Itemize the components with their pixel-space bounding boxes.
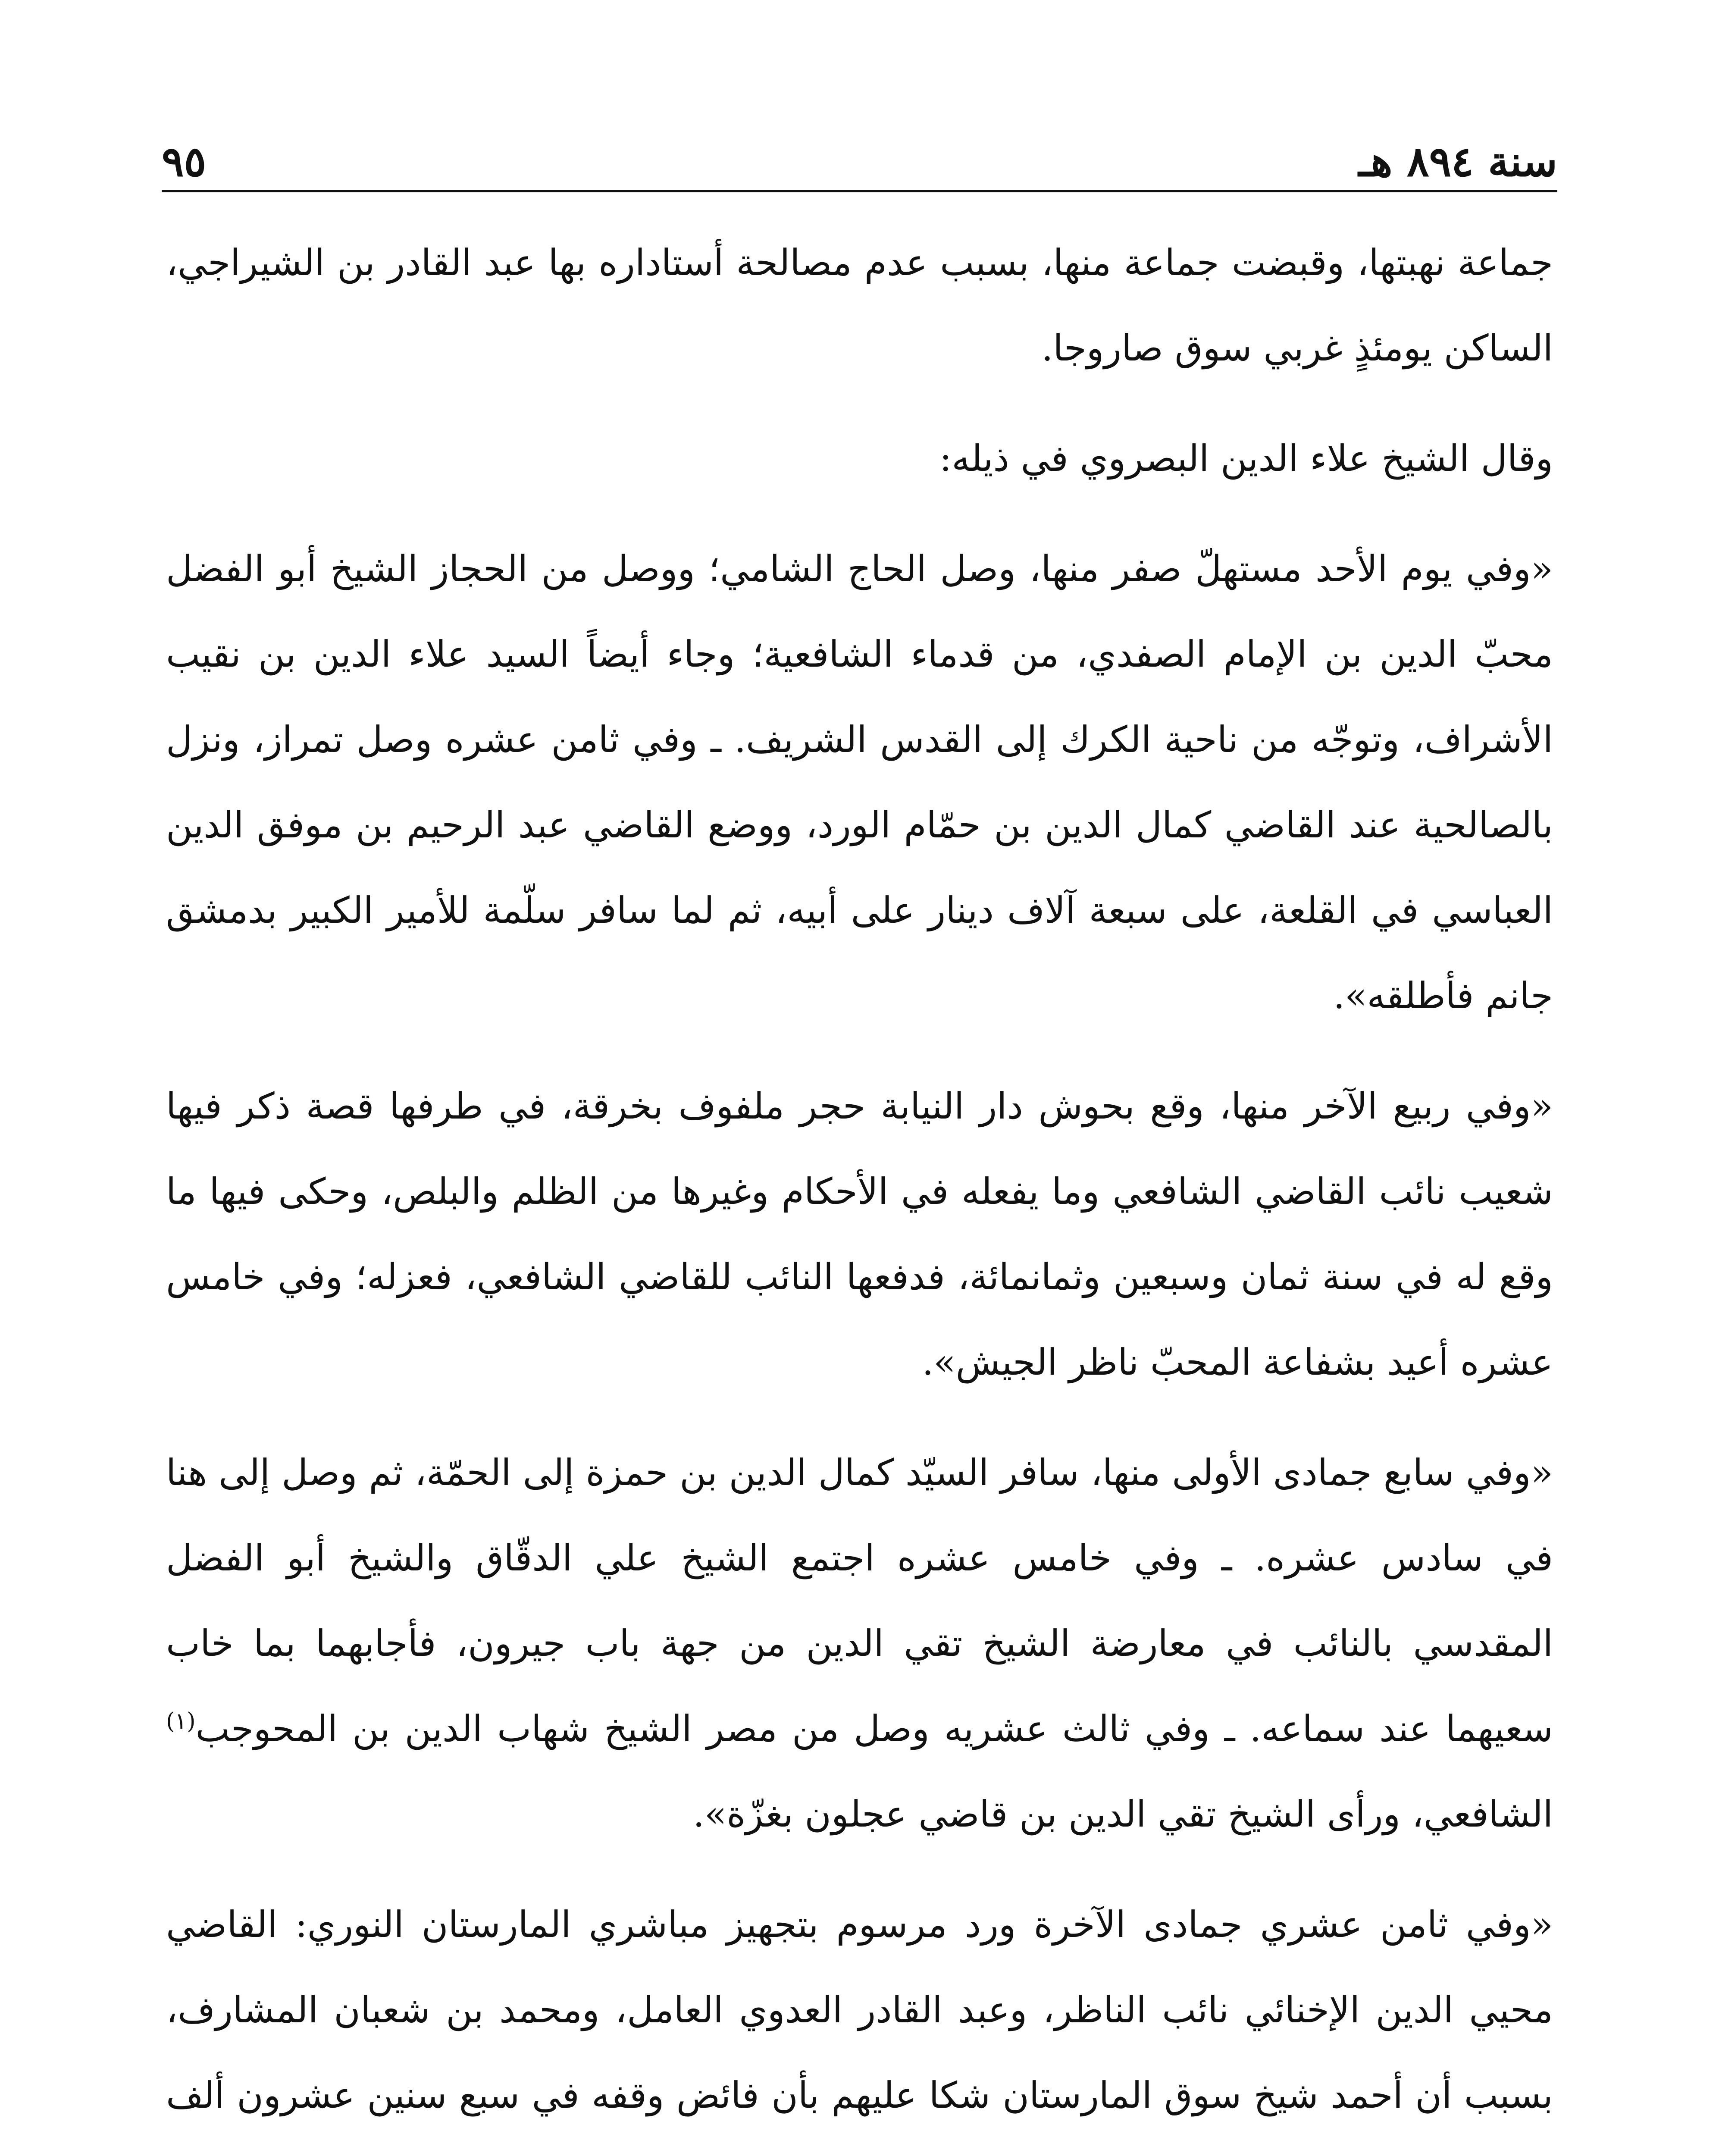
header-year: سنة ٨٩٤ هـ [1358,137,1557,186]
paragraph-6 [166,1882,1553,2156]
paragraph-5-text-a: «وفي سابع جمادى الأولى منها، سافر السيّد كمال الدين بن حمزة إلى الحمّة، ثم وصل إلى هنا في سادس عشره. ـ وفي خامس عشره اجتمع الشيخ علي الدقّاق والشيخ أبو الفضل المقدسي بالنائب في معارضة الشيخ تقي الدين من جهة باب جيرون، فأجابهما بما خاب سعيهما عند سماعه. ـ وفي ثالث عشريه وصل من مصر الشيخ شهاب الدين بن المحوجب [166,1451,1553,1750]
main-text [166,220,1553,2156]
paragraph-1: جماعة نهبتها، وقبضت جماعة منها، بسبب عدم مصالحة أستاداره بها عبد القادر بن الشيراجي، الساكن يومئذٍ غربي سوق صاروجا. [166,241,1553,369]
paragraph-2: وقال الشيخ علاء الدين البصروي في ذيله: [939,437,1553,479]
paragraph-5 [166,1430,1553,1857]
running-header [162,123,1557,196]
paragraph-5-text-b: الشافعي، ورأى الشيخ تقي الدين بن قاضي عجلون بغزّة». [693,1793,1553,1835]
page-number: ٩٥ [162,137,207,186]
footnote-ref-1: (١) [166,1708,196,1734]
header-rule [162,190,1557,192]
paragraph-3: «وفي يوم الأحد مستهلّ صفر منها، وصل الحاج الشامي؛ ووصل من الحجاز الشيخ أبو الفضل محبّ الدين بن الإمام الصفدي، من قدماء الشافعية؛ وجاء أيضاً السيد علاء الدين بن نقيب الأشراف، وتوجّه من ناحية الكرك إلى القدس الشريف. ـ وفي ثامن عشره وصل تمراز، ونزل بالصالحية عند القاضي كمال الدين بن حمّام الورد، ووضع القاضي عبد الرحيم بن موفق الدين العباسي في القلعة، على سبعة آلاف دينار على أبيه، ثم لما سافر سلّمة للأمير الكبير بدمشق جانم فأطلقه». [166,548,1553,1017]
paragraph-6-text-a: «وفي ثامن عشري جمادى الآخرة ورد مرسوم بتجهيز مباشري المارستان النوري: القاضي محيي الدين الإخنائي نائب الناظر، وعبد القادر العدوي العامل، ومحمد بن شعبان المشارف، بسبب أن أحمد شيخ سوق المارستان شكا عليهم بأن فائض وقفه في سبع سنين عشرون ألف [166,1903,1553,2116]
paragraph-4: «وفي ربيع الآخر منها، وقع بحوش دار النيابة حجر ملفوف بخرقة، في طرفها قصة ذكر فيها شعيب نائب القاضي الشافعي وما يفعله في الأحكام وغيرها من الظلم والبلص، وحكى فيها ما وقع له في سنة ثمان وسبعين وثمانمائة، فدفعها النائب للقاضي الشافعي، فعزله؛ وفي خامس عشره أعيد بشفاعة المحبّ ناظر الجيش». [166,1085,1553,1383]
